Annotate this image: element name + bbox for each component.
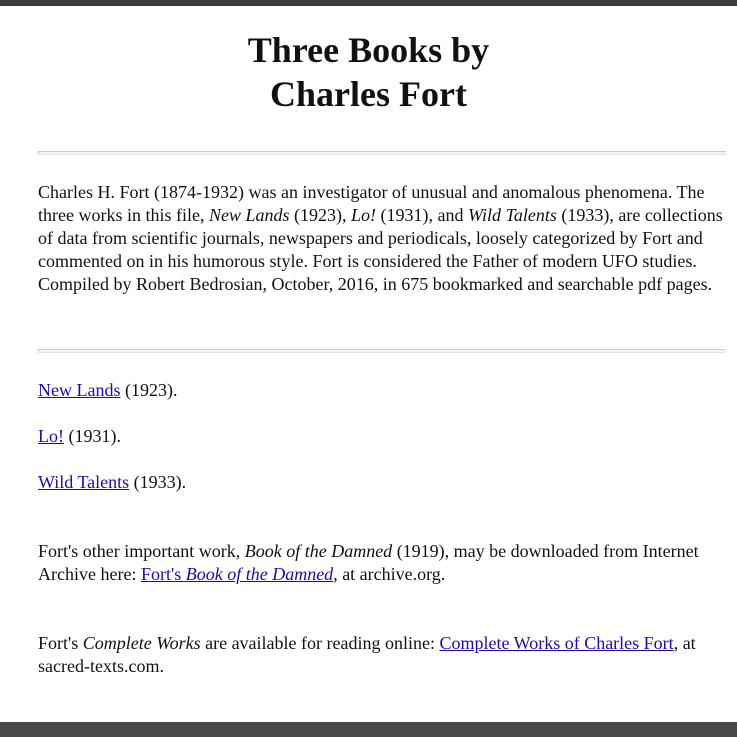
link-lo[interactable]: Lo! <box>38 426 64 446</box>
page-title <box>0 28 737 116</box>
book-link-row-wild-talents <box>38 471 186 494</box>
intro-text-1: Charles H. Fort (1874-1932) was an investigator of unusual and anomalous phenomena. The three works in this file, <box>38 182 705 225</box>
complete-text-2: are available for reading online: <box>200 633 440 653</box>
link-book-of-the-damned[interactable] <box>141 564 333 584</box>
year-new-lands: (1923). <box>120 380 178 400</box>
book-link-row-new-lands <box>38 379 177 402</box>
horizontal-rule-2 <box>38 349 726 353</box>
viewer-bottom-bar <box>0 722 737 737</box>
link-new-lands[interactable]: New Lands <box>38 380 121 400</box>
intro-text-3: (1931), and <box>376 205 468 225</box>
intro-book-new-lands: New Lands <box>208 205 290 225</box>
damned-link-book[interactable]: Book of the Damned <box>185 564 334 584</box>
intro-book-wild-talents: Wild Talents <box>468 205 557 225</box>
intro-text-2: (1923), <box>289 205 351 225</box>
damned-text-2: (1919), may be downloaded from Internet Archive here: <box>38 541 699 584</box>
damned-text-1: Fort's other important work, <box>38 541 245 561</box>
title-line-1: Three Books by <box>247 30 490 70</box>
damned-link-text[interactable]: Fort's <box>140 564 186 584</box>
book-link-row-lo <box>38 425 121 448</box>
damned-book-title: Book of the Damned <box>244 541 393 561</box>
horizontal-rule-1 <box>38 151 726 155</box>
complete-text-3: , at sacred-texts.com. <box>38 633 696 676</box>
intro-text-4: (1933), are collections of data from scientific journals, newspapers and periodicals, loosely categorized by Fort and commented on in his humorous style. Fort is considered the Father of modern UFO studies. Compiled by Robert Bedrosian, October, 2016, in 675 bookmarked and searchable pdf pages. <box>38 205 723 294</box>
complete-book-title: Complete Works <box>82 633 201 653</box>
intro-paragraph <box>38 181 730 296</box>
year-wild-talents: (1933). <box>129 472 187 492</box>
year-lo: (1931). <box>64 426 121 446</box>
link-wild-talents[interactable]: Wild Talents <box>38 472 130 492</box>
damned-text-3: , at archive.org. <box>333 564 446 584</box>
intro-book-lo: Lo! <box>351 205 377 225</box>
link-complete-works[interactable]: Complete Works of Charles Fort <box>439 633 674 653</box>
damned-paragraph <box>38 540 728 586</box>
title-line-2: Charles Fort <box>270 74 467 114</box>
complete-works-paragraph <box>38 632 718 678</box>
complete-text-1: Fort's <box>38 633 83 653</box>
document-page <box>0 6 737 722</box>
